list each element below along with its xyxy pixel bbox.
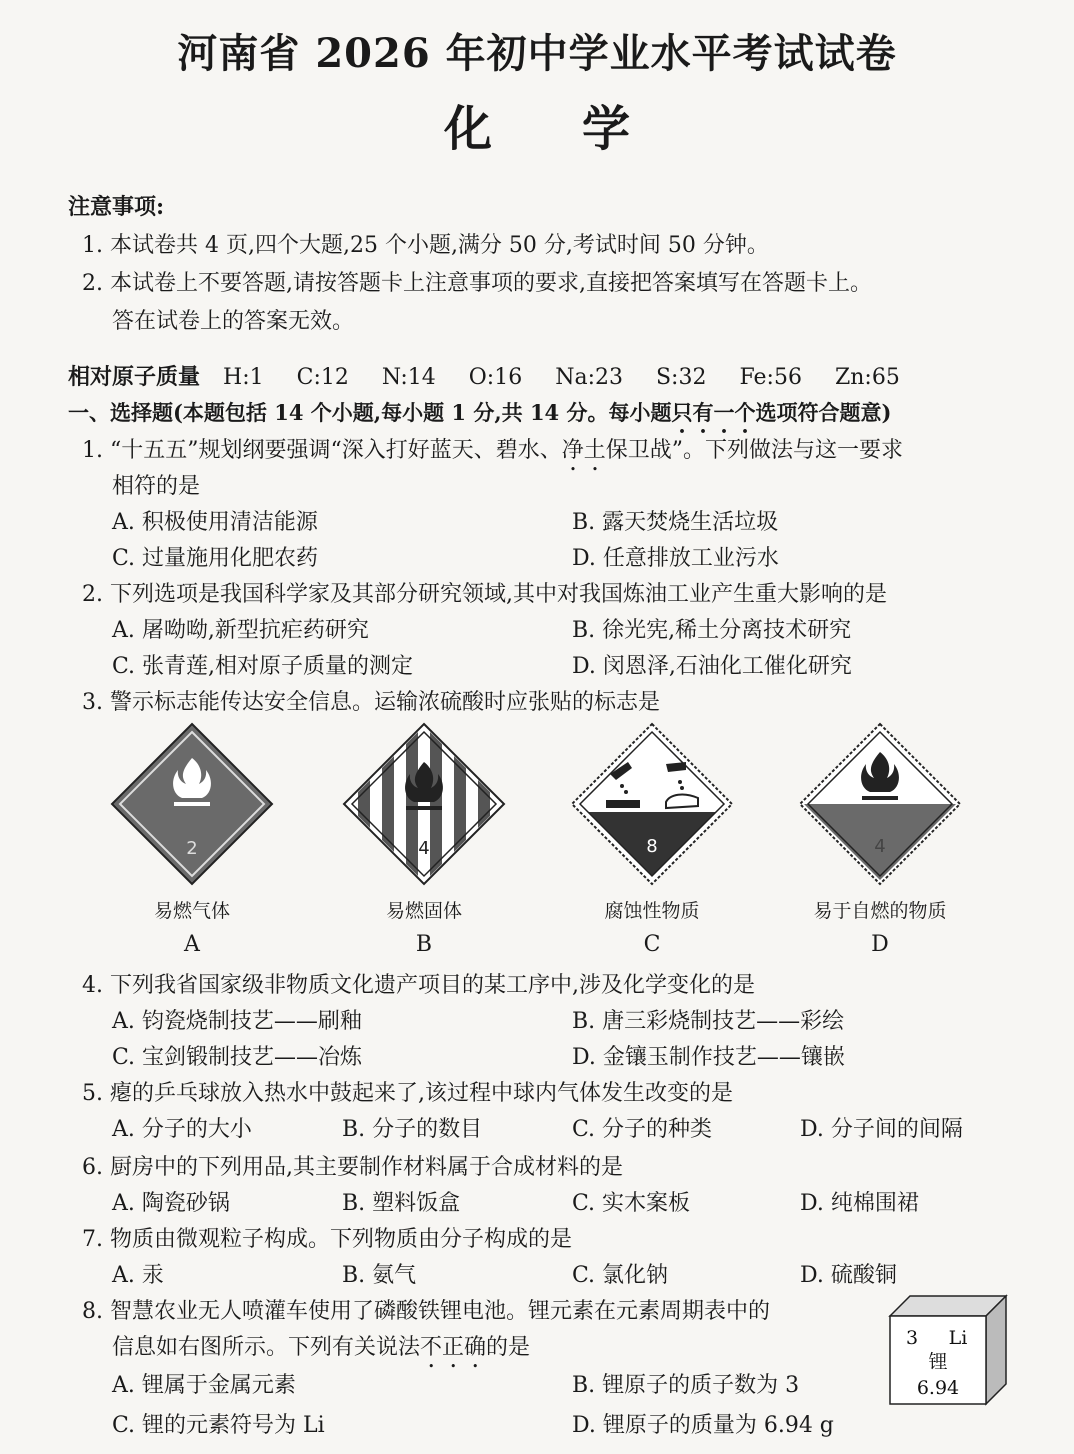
q7-option-a: A. 汞 xyxy=(112,1263,164,1288)
sign-c-label: 腐蚀性物质 xyxy=(604,900,700,922)
q4-option-d: D. 金镶玉制作技艺——镶嵌 xyxy=(572,1045,845,1070)
q2-stem: 2. 下列选项是我国科学家及其部分研究领域,其中对我国炼油工业产生重大影响的是 xyxy=(82,582,887,607)
emphasis-text: 不正确 xyxy=(420,1335,487,1360)
q5-option-b: B. 分子的数目 xyxy=(342,1117,483,1142)
q6-option-b: B. 塑料饭盒 xyxy=(342,1191,461,1216)
q8-option-d: D. 锂原子的质量为 6.94 g xyxy=(572,1413,834,1438)
q5-option-c: C. 分子的种类 xyxy=(572,1117,713,1142)
element-name: 锂 xyxy=(928,1351,948,1373)
hazard-sign-c xyxy=(570,722,734,886)
q2-option-b: B. 徐光宪,稀土分离技术研究 xyxy=(572,618,852,643)
q1-stem: 1. “十五五”规划纲要强调“深入打好蓝天、碧水、净土保卫战”。下列做法与这一要求 xyxy=(82,438,903,463)
q1-option-a: A. 积极使用清洁能源 xyxy=(112,510,318,535)
note-item-2-cont: 答在试卷上的答案无效。 xyxy=(112,309,355,334)
q2-option-c: C. 张青莲,相对原子质量的测定 xyxy=(112,654,414,679)
sign-d-letter: D xyxy=(871,932,889,957)
sign-number: 2 xyxy=(186,838,198,859)
q8-option-c: C. 锂的元素符号为 Li xyxy=(112,1413,325,1438)
q2-option-a: A. 屠呦呦,新型抗疟药研究 xyxy=(112,618,369,643)
q7-option-d: D. 硫酸铜 xyxy=(800,1263,897,1288)
emphasis-text: 只有一个 xyxy=(671,400,756,425)
atomic-mass-o: O:16 xyxy=(468,365,523,390)
atomic-mass-label: 相对原子质量 xyxy=(68,364,201,390)
element-symbol: Li xyxy=(948,1327,968,1349)
atomic-mass-zn: Zn:65 xyxy=(834,365,900,390)
q4-option-c: C. 宝剑锻制技艺——冶炼 xyxy=(112,1045,363,1070)
sign-b-label: 易燃固体 xyxy=(385,900,462,922)
q8-option-b: B. 锂原子的质子数为 3 xyxy=(572,1373,800,1398)
sign-a-letter: A xyxy=(184,932,200,957)
hazard-sign-d xyxy=(798,722,962,886)
q1-option-c: C. 过量施用化肥农药 xyxy=(112,546,319,571)
q7-option-b: B. 氨气 xyxy=(342,1263,417,1288)
q1-option-b: B. 露天焚烧生活垃圾 xyxy=(572,510,779,535)
periodic-table-cell xyxy=(888,1294,1008,1406)
atomic-mass-row xyxy=(68,360,900,391)
q1-option-d: D. 任意排放工业污水 xyxy=(572,546,779,571)
q6-option-a: A. 陶瓷砂锅 xyxy=(112,1191,230,1216)
q5-stem: 5. 瘪的乒乓球放入热水中鼓起来了,该过程中球内气体发生改变的是 xyxy=(82,1081,733,1106)
q6-stem: 6. 厨房中的下列用品,其主要制作材料属于合成材料的是 xyxy=(82,1155,623,1180)
q8-stem-cont: 信息如右图所示。下列有关说法不正确的是 xyxy=(112,1335,531,1360)
q4-option-a: A. 钧瓷烧制技艺——刷釉 xyxy=(112,1009,362,1034)
sign-number: 4 xyxy=(418,838,430,859)
element-mass: 6.94 xyxy=(916,1377,960,1399)
atomic-mass-s: S:32 xyxy=(655,365,707,390)
q7-stem: 7. 物质由微观粒子构成。下列物质由分子构成的是 xyxy=(82,1227,572,1252)
atomic-mass-h: H:1 xyxy=(223,365,264,390)
atomic-mass-na: Na:23 xyxy=(555,365,623,390)
atomic-mass-fe: Fe:56 xyxy=(739,365,802,390)
q5-option-d: D. 分子间的间隔 xyxy=(800,1117,963,1142)
q6-option-d: D. 纯棉围裙 xyxy=(800,1191,919,1216)
element-atomic-number: 3 xyxy=(905,1327,919,1349)
subject-title: 化学 xyxy=(443,101,720,157)
sign-number: 4 xyxy=(874,836,886,857)
exam-title: 河南省 2026 年初中学业水平考试试卷 xyxy=(177,30,897,77)
sign-c-letter: C xyxy=(643,932,661,957)
emphasis-text: 净土 xyxy=(561,438,606,463)
atomic-mass-n: N:14 xyxy=(381,365,436,390)
hazard-sign-b xyxy=(342,722,506,886)
q4-option-b: B. 唐三彩烧制技艺——彩绘 xyxy=(572,1009,845,1034)
notes-heading: 注意事项: xyxy=(68,194,165,220)
q4-stem: 4. 下列我省国家级非物质文化遗产项目的某工序中,涉及化学变化的是 xyxy=(82,973,755,998)
q8-option-a: A. 锂属于金属元素 xyxy=(112,1373,296,1398)
q1-stem-cont: 相符的是 xyxy=(112,474,201,499)
q6-option-c: C. 实木案板 xyxy=(572,1191,691,1216)
q8-stem: 8. 智慧农业无人喷灌车使用了磷酸铁锂电池。锂元素在元素周期表中的 xyxy=(82,1299,770,1324)
note-item-1: 1. 本试卷共 4 页,四个大题,25 个小题,满分 50 分,考试时间 50 分钟。 xyxy=(82,233,769,258)
atomic-mass-c: C:12 xyxy=(296,365,349,390)
sign-a-label: 易燃气体 xyxy=(153,900,230,922)
q2-option-d: D. 闵恩泽,石油化工催化研究 xyxy=(572,654,852,679)
q5-option-a: A. 分子的大小 xyxy=(112,1117,252,1142)
note-item-2: 2. 本试卷上不要答题,请按答题卡上注意事项的要求,直接把答案填写在答题卡上。 xyxy=(82,271,872,296)
hazard-sign-a xyxy=(110,722,274,886)
sign-number: 8 xyxy=(646,836,658,857)
section-heading: 一、选择题(本题包括 14 个小题,每小题 1 分,共 14 分。每小题只有一个选项符合题意) xyxy=(68,400,892,425)
q3-stem: 3. 警示标志能传达安全信息。运输浓硫酸时应张贴的标志是 xyxy=(82,690,660,715)
sign-b-letter: B xyxy=(415,932,433,957)
q7-option-c: C. 氯化钠 xyxy=(572,1263,669,1288)
sign-d-label: 易于自燃的物质 xyxy=(813,900,947,922)
